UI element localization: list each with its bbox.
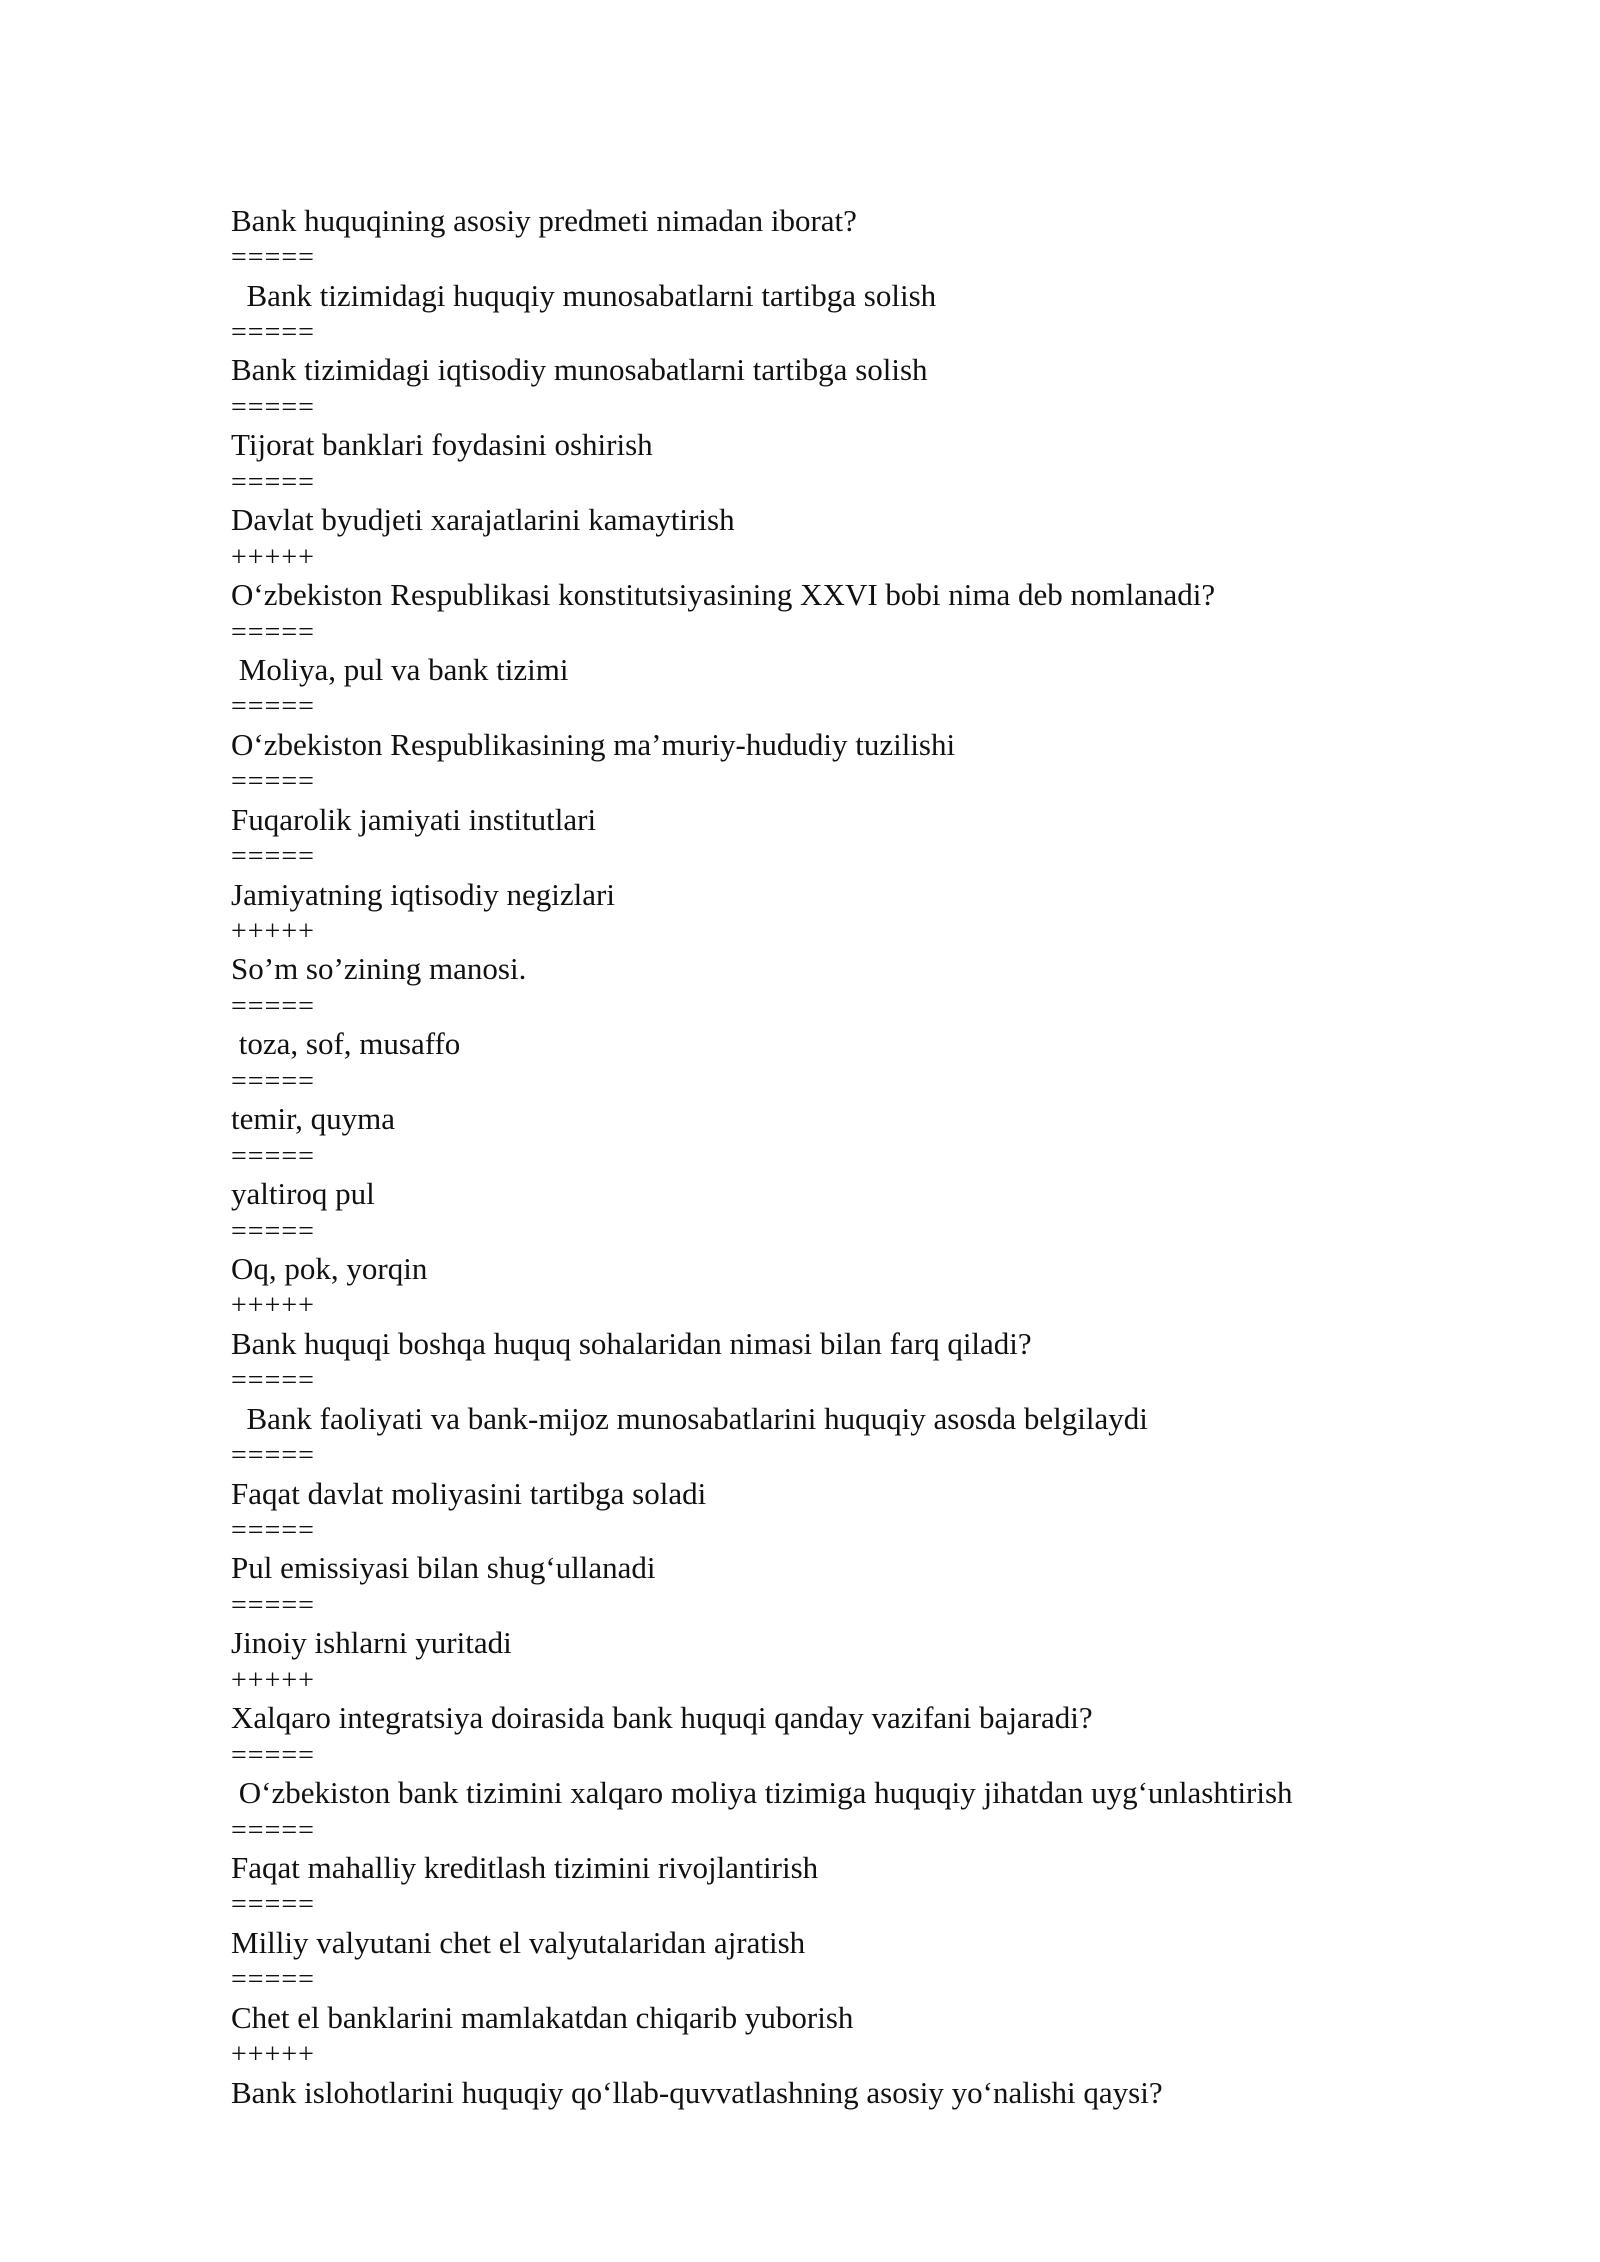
text-line: Faqat mahalliy kreditlash tizimini rivojlantirish — [231, 1849, 819, 1885]
text-line: Bank huquqining asosiy predmeti nimadan iborat? — [231, 202, 857, 238]
text-line: Tijorat banklari foydasini oshirish — [231, 427, 653, 463]
option-separator: ===== — [231, 1814, 315, 1846]
text-line: Faqat davlat moliyasini tartibga soladi — [231, 1475, 707, 1511]
text-line: Milliy valyutani chet el valyutalaridan ajratish — [231, 1924, 806, 1960]
text-line: toza, sof, musaffo — [231, 1026, 461, 1062]
text-line: Jinoiy ishlarni yuritadi — [231, 1625, 512, 1661]
option-separator: ===== — [231, 317, 315, 349]
document-body — [231, 202, 1431, 2111]
text-line: Bank faoliyati va bank-mijoz munosabatlarini huquqiy asosda belgilaydi — [231, 1400, 1148, 1436]
text-line: Moliya, pul va bank tizimi — [231, 651, 569, 687]
option-separator: ===== — [231, 766, 315, 798]
text-line: Bank islohotlarini huquqiy qo‘llab-quvvatlashning asosiy yo‘nalishi qaysi? — [231, 2074, 1163, 2110]
option-separator: ===== — [231, 691, 315, 723]
question-separator: +++++ — [231, 541, 315, 573]
question-separator: +++++ — [231, 2039, 315, 2071]
option-separator: ===== — [231, 1589, 315, 1621]
text-line: Bank huquqi boshqa huquq sohalaridan nimasi bilan farq qiladi? — [231, 1325, 1032, 1361]
option-separator: ===== — [231, 990, 315, 1022]
option-separator: ===== — [231, 1365, 315, 1397]
option-separator: ===== — [231, 391, 315, 423]
text-line: O‘zbekiston Respublikasi konstitutsiyasining XXVI bobi nima deb nomlanadi? — [231, 577, 1216, 613]
question-separator: +++++ — [231, 916, 315, 948]
option-separator: ===== — [231, 1440, 315, 1472]
text-line: Oq, pok, yorqin — [231, 1250, 428, 1286]
option-separator: ===== — [231, 616, 315, 648]
text-line: Chet el banklarini mamlakatdan chiqarib yuborish — [231, 1999, 854, 2035]
text-line: O‘zbekiston Respublikasining ma’muriy-hududiy tuzilishi — [231, 726, 956, 762]
text-line: O‘zbekiston bank tizimini xalqaro moliya tizimiga huquqiy jihatdan uyg‘unlashtirish — [231, 1775, 1293, 1811]
option-separator: ===== — [231, 1065, 315, 1097]
option-separator: ===== — [231, 1739, 315, 1771]
option-separator: ===== — [231, 242, 315, 274]
text-line: Jamiyatning iqtisodiy negizlari — [231, 876, 615, 912]
option-separator: ===== — [231, 466, 315, 498]
text-line: Bank tizimidagi iqtisodiy munosabatlarni tartibga solish — [231, 352, 928, 388]
text-line: Bank tizimidagi huquqiy munosabatlarni tartibga solish — [231, 277, 937, 313]
text-line: So’m so’zining manosi. — [231, 951, 527, 987]
text-line: Pul emissiyasi bilan shug‘ullanadi — [231, 1550, 656, 1586]
option-separator: ===== — [231, 1889, 315, 1921]
text-line: yaltiroq pul — [231, 1176, 375, 1212]
option-separator: ===== — [231, 1964, 315, 1996]
text-line: temir, quyma — [231, 1101, 396, 1137]
option-separator: ===== — [231, 1215, 315, 1247]
text-line: Xalqaro integratsiya doirasida bank huquqi qanday vazifani bajaradi? — [231, 1700, 1093, 1736]
text-line: Fuqarolik jamiyati institutlari — [231, 801, 597, 837]
option-separator: ===== — [231, 1140, 315, 1172]
question-separator: +++++ — [231, 1290, 315, 1322]
option-separator: ===== — [231, 841, 315, 873]
text-line: Davlat byudjeti xarajatlarini kamaytirish — [231, 502, 735, 538]
option-separator: ===== — [231, 1515, 315, 1547]
question-separator: +++++ — [231, 1664, 315, 1696]
